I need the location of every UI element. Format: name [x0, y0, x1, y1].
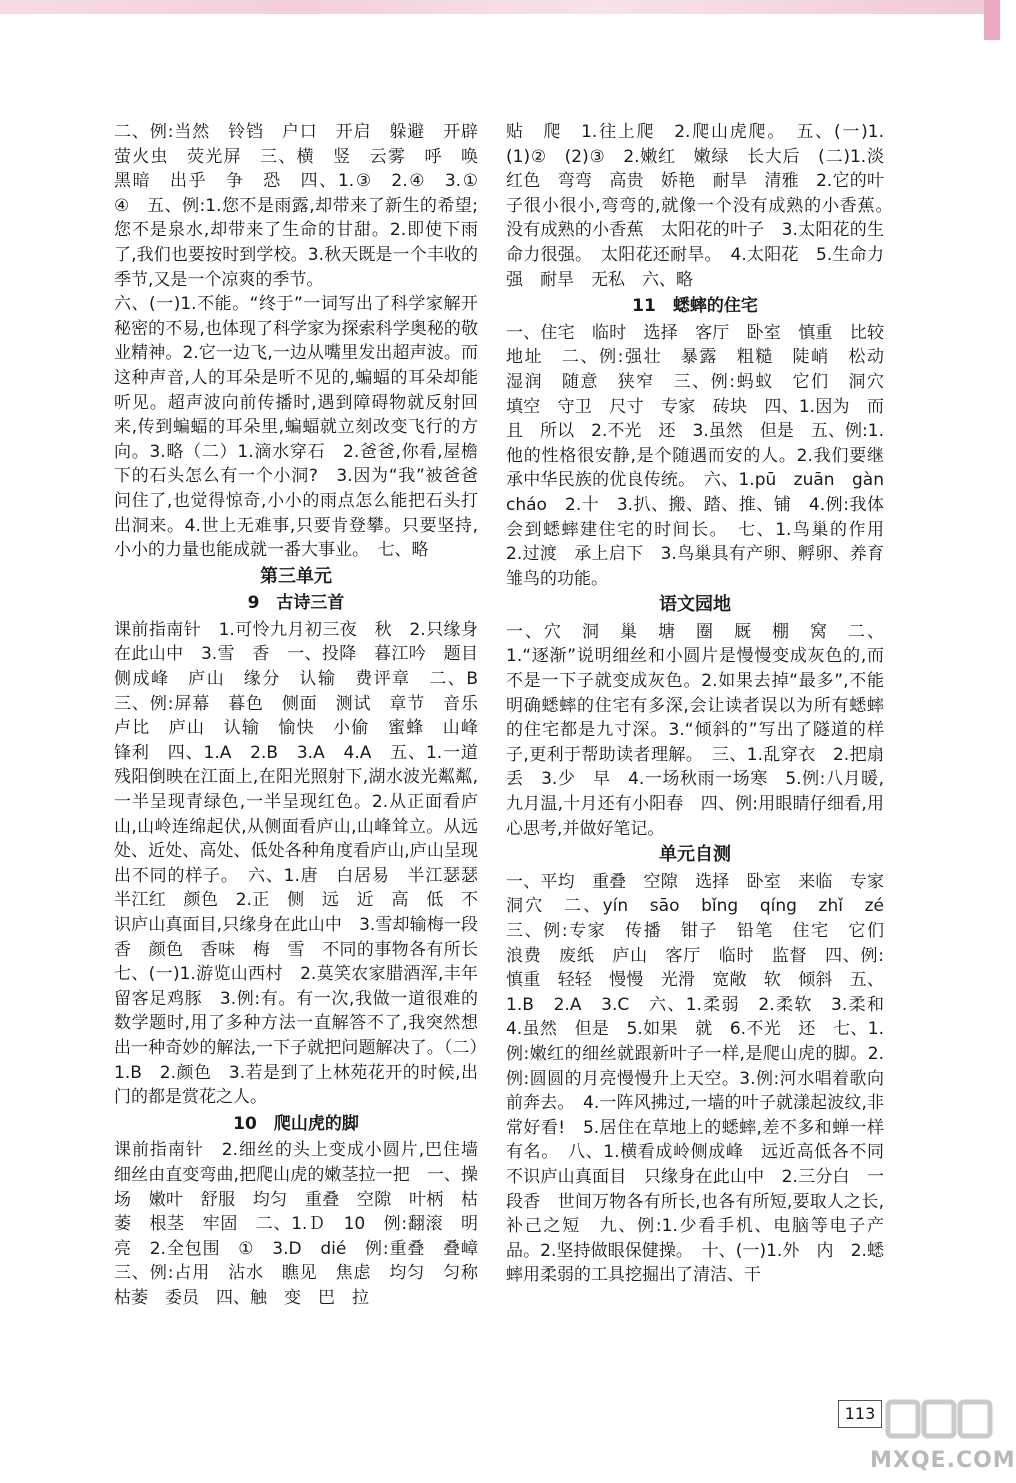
- section-heading: 9 古诗三首: [247, 593, 345, 614]
- left-column: [114, 120, 495, 1311]
- answer-paragraph: 一、平均 重叠 空隙 选择 卧室 来临 专家 洞穴 二、yín sāo bǐng qíng zhǐ zé 三、例:专家 传播 钳子 铅笔 住宅 它们 浪费 废纸 庐山 客厅 临时 监督 四、例:慎重 轻轻 慢慢 光滑 宽敞 软 倾斜 五、1.B 2.A 3.C 六、1.柔弱 2.柔软 3.柔和 4.虽然 但是 5.如果 就 6.不光 还 七、1.例:嫩红的细丝就跟新叶子一样,是爬山虎的脚。2.例:圆圆的月亮慢慢升上天空。3.例:河水唱着歌向前奔去。 4.一阵风拂过,一墙的叶子就漾起波纹,非常好看! 5.居住在草地上的蟋蟀,差不多和蝉一样有名。 八、1.横看成岭侧成峰 远近高低各不同 不识庐山真面目 只缘身在此山中 2.三分白 一段香 世间万物各有所长,也各有所短,要取人之长,补己之短 九、例:1.少看手机、电脑等电子产品。2.坚持做眼保健操。 十、(一)1.外 内 2.蟋蟀用柔弱的工具挖掘出了清洁、干: [506, 871, 901, 1286]
- answer-paragraph: 一、穴 洞 巢 塘 圈 厩 棚 窝 二、1.“逐渐”说明细丝和小圆片是慢慢变成灰色的,而不是一下子就变成灰色。2.如果去掉“最多”,不能明确蟋蟀的住宅有多深,会让读者误以为所有蟋蟀的住宅都是九寸深。3.“倾斜的”写出了隧道的样子,更利于帮助读者理解。 三、1.乱穿衣 2.把扇丢 3.少 早 4.一场秋雨一场寒 5.例:八月暖,九月温,十月还有小阳春 四、例:用眼睛仔细看,用心思考,并做好笔记。: [506, 621, 884, 839]
- answer-paragraph: 课前指南针 1.可怜九月初三夜 秋 2.只缘身在此山中 3.雪 香 一、投降 暮江吟 题目 侧成峰 庐山 缘分 认输 费评章 二、B 三、例:屏幕 暮色 侧面 测试 章节 音乐 卢比 庐山 认输 愉快 小偷 蜜蜂 山峰 锋利 四、1.A 2.B 3.A 4.A 五、1.一道残阳倒映在江面上,在阳光照射下,湖水波光粼粼,一半呈现青绿色,一半呈现红色。2.从正面看庐山,山岭连绵起伏,从侧面看庐山,山峰耸立。从远处、近处、高处、低处各种角度看庐山,庐山呈现出不同的样子。 六、1.唐 白居易 半江瑟瑟半江红 颜色 2.正 侧 远 近 高 低 不识庐山真面目,只缘身在此山中 3.雪却输梅一段香 颜色 香味 梅 雪 不同的事物各有所长 七、(一)1.游览山西村 2.莫笑农家腊酒浑,丰年留客足鸡豚 3.例:有。有一次,我做一道很难的数学题时,用了多种方法一直解答不了,我突然想出一种奇妙的解法,一下子就把问题解决了。（二）1.B 2.颜色 3.若是到了上林苑花开的时候,出门的都是赏花之人。: [114, 619, 495, 1108]
- section-heading: 第三单元: [260, 565, 332, 587]
- section-heading: 10 爬山虎的脚: [233, 1113, 359, 1134]
- section-heading: 单元自测: [659, 844, 731, 866]
- answer-paragraph: 贴 爬 1.往上爬 2.爬山虎爬。 五、(一)1.(1)② (2)③ 2.嫩红 嫩绿 长大后 (二)1.淡红色 弯弯 高贵 娇艳 耐旱 清雅 2.它的叶子很小很小,弯弯的,就像一个没有成熟的小香蕉。 没有成熟的小香蕉 太阳花的叶子 3.太阳花的生命力很强。 太阳花还耐旱。 4.太阳花 5.生命力强 耐旱 无私 六、略: [506, 122, 901, 290]
- section-heading: 语文园地: [659, 594, 731, 616]
- page-number: 113: [838, 1400, 882, 1428]
- watermark-text: MXQE.COM: [870, 1448, 1016, 1473]
- answer-paragraph: 一、住宅 临时 选择 客厅 卧室 慎重 比较 地址 二、例:强壮 暴露 粗糙 陡峭 松动 湿润 随意 狭窄 三、例:蚂蚁 它们 洞穴 填空 守卫 尺寸 专家 砖块 四、1.因为 而且 所以 2.不光 还 3.虽然 但是 五、例:1.他的性格很安静,是个随遇而安的人。2.我们要继承中华民族的优良传统。 六、1.pū zuān gàn cháo 2.十 3.扒、搬、踏、推、铺 4.例:我体会到蟋蟀建住宅的时间长。 七、1.鸟巢的作用 2.过渡 承上启下 3.鸟巢具有产卵、孵卵、养育雏鸟的功能。: [506, 322, 901, 589]
- section-heading: 11 蟋蟀的住宅: [632, 296, 758, 317]
- right-column: [506, 120, 901, 1288]
- corner-stripe: [984, 0, 1000, 40]
- answer-paragraph: 二、例:当然 铃铛 户口 开启 躲避 开辟 萤火虫 荧光屏 三、横 竖 云雾 呼 唤 黑暗 出乎 争 恐 四、1.③ 2.④ 3.① ④ 五、例:1.您不是雨露,却带来了新生的希望;您不是泉水,却带来了生命的甘甜。2.即使下雨了,我们也要按时到学校。3.秋天既是一个丰收的季节,又是一个凉爽的季节。: [114, 122, 495, 290]
- top-color-band: [0, 0, 1000, 14]
- answer-paragraph: 课前指南针 2.细丝的头上变成小圆片,巴住墙 细丝由直变弯曲,把爬山虎的嫩茎拉一把 一、操场 嫩叶 舒服 均匀 重叠 空隙 叶柄 枯萎 根茎 牢固 二、1.Ｄ 10 例:翻滚 明亮 2.全包围 ① 3.D dié 例:重叠 叠嶂 三、例:占用 沾水 瞧见 焦虑 均匀 匀称 枯萎 委员 四、触 变 巴 拉: [114, 1140, 495, 1308]
- answer-paragraph: 六、(一)1.不能。“终于”一词写出了科学家解开秘密的不易,也体现了科学家为探索科学奥秘的敬业精神。2.它一边飞,一边从嘴里发出超声波。而这种声音,人的耳朵是听不见的,蝙蝠的耳朵却能听见。超声波向前传播时,遇到障碍物就反射回来,传到蝙蝠的耳朵里,蝙蝠就立刻改变飞行的方向。3.略（二）1.滴水穿石 2.爸爸,你看,屋檐下的石头怎么有一个小洞? 3.因为“我”被爸爸问住了,也觉得惊奇,小小的雨点怎么能把石头打出洞来。4.世上无难事,只要肯登攀。只要坚持,小小的力量也能成就一番大事业。 七、略: [114, 294, 478, 561]
